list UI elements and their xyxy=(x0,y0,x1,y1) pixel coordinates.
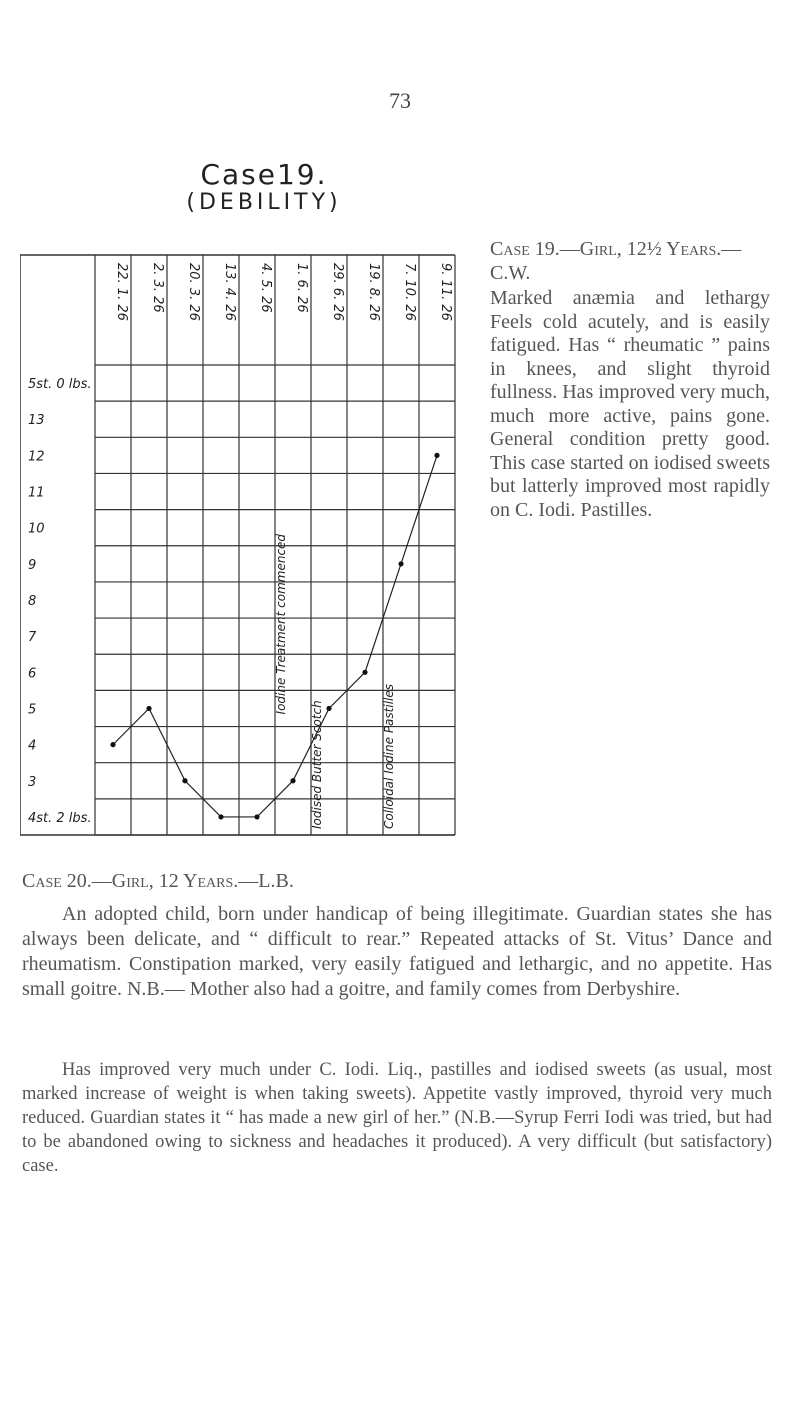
y-tick-label: 9 xyxy=(28,557,37,573)
y-tick-label: 5st. 0 lbs. xyxy=(28,377,92,393)
x-tick-label: 7. 10. 26 xyxy=(402,263,417,321)
y-tick-label: 6 xyxy=(28,666,37,682)
data-point xyxy=(326,706,331,711)
data-point xyxy=(362,670,367,675)
y-tick-label: 4st. 2 lbs. xyxy=(28,810,92,826)
y-tick-label: 7 xyxy=(28,630,37,646)
chart-subtitle: (DEBILITY) xyxy=(186,190,342,215)
data-point xyxy=(434,453,439,458)
page-number: 73 xyxy=(389,88,411,113)
y-tick-label: 8 xyxy=(28,594,37,609)
x-tick-label: 29. 6. 26 xyxy=(330,263,345,321)
x-tick-label: 22. 1. 26 xyxy=(114,263,129,321)
annotation-iodine-pastilles: Colloidal Iodine Pastilles xyxy=(382,683,396,829)
data-point xyxy=(146,706,151,711)
y-tick-label: 10 xyxy=(28,521,45,537)
x-tick-label: 13. 4. 26 xyxy=(222,263,237,321)
data-point xyxy=(398,561,403,566)
y-tick-label: 5 xyxy=(28,702,37,718)
data-point xyxy=(218,814,223,819)
data-point xyxy=(290,778,295,783)
case20-paragraph-2: Has improved very much under C. Iodi. Liq., pastilles and iodised sweets (as usual, most marked increase of weight is when taking sweets). Appetite vastly improved, thyroid very much reduced. Guardian states it “ has made a new girl of her.” (N.B.—Syrup Ferri Iodi was tried, but had to be abandoned owing to sickness and headaches it produced). A very difficult (but satisfactory) case. xyxy=(22,1060,772,1176)
y-tick-label: 11 xyxy=(28,485,45,501)
y-tick-label: 4 xyxy=(28,738,37,754)
case20-paragraph-1: An adopted child, born under handicap of being illegitimate. Guardian states she has always been delicate, and “ difficult to rear.” Repeated attacks of St. Vitus’ Dance and rheumatism. Constipation marked, very easily fatigued and lethargic, and no appetite. Has small goitre. N.B.— Mother also had a goitre, and family comes from Derbyshire. xyxy=(22,903,772,1000)
x-tick-label: 19. 8. 26 xyxy=(366,263,381,321)
case19-block xyxy=(490,238,770,522)
x-tick-label: 1. 6. 26 xyxy=(294,263,309,313)
data-point xyxy=(110,742,115,747)
x-tick-label: 9. 11. 26 xyxy=(438,263,453,321)
x-tick-label: 20. 3. 26 xyxy=(186,263,201,321)
case20-heading: Case 20.—Girl, 12 Years.—L.B. xyxy=(22,870,294,892)
data-point xyxy=(254,814,259,819)
y-tick-label: 12 xyxy=(28,449,45,465)
data-point xyxy=(182,778,187,783)
y-tick-label: 13 xyxy=(28,413,45,429)
case19-body: Marked anæmia and lethargy Feels cold acutely, and is easily fatigued. Has “ rheumatic ” pains in knees, and slight thyroid fullness. Has improved very much, much more active, pains gone. General condition pretty good. This case started on iodised sweets but latterly improved most rapidly on C. Iodi. Pastilles. xyxy=(490,287,770,521)
case19-heading: Case 19.—Girl, 12½ Years.— C.W. xyxy=(490,238,742,284)
weight-chart xyxy=(20,225,475,845)
x-tick-label: 4. 5. 26 xyxy=(258,263,273,313)
x-tick-label: 2. 3. 26 xyxy=(150,263,165,313)
y-tick-label: 3 xyxy=(28,774,37,790)
annotation-butter-scotch: Iodised Butter Scotch xyxy=(310,700,324,829)
annotation-treatment-commenced: Iodine Treatment commenced xyxy=(274,533,288,715)
chart-title: Case19. xyxy=(200,158,328,191)
